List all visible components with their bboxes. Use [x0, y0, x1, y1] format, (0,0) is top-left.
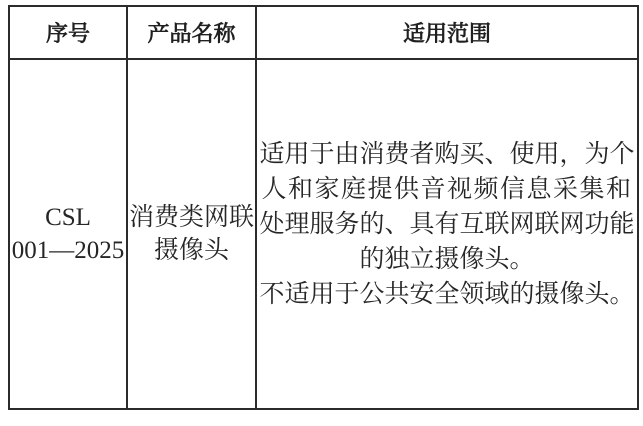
scope-line-4: 的独立摄像头。: [359, 245, 535, 273]
product-catalog-table: [8, 5, 639, 410]
serial-number-line2: 001—2025: [11, 237, 125, 264]
scope-line-5: 不适用于公共安全领域的摄像头。: [259, 280, 635, 308]
table-row: [9, 59, 638, 409]
applicable-scope-text: [257, 137, 637, 312]
cell-product-name: [127, 59, 256, 409]
header-serial-number: 序号: [9, 6, 127, 59]
scope-line-3: 处理服务的、具有互联网联网功能: [259, 210, 635, 238]
header-applicable-scope: 适用范围: [256, 6, 638, 59]
scope-line-2: 人和家庭提供音视频信息采集和: [261, 175, 633, 203]
scope-line-1: 适用于由消费者购买、使用，为个: [259, 140, 635, 168]
product-name-line1: 消费类网联: [128, 204, 254, 231]
serial-number-line1: CSL: [45, 204, 91, 231]
cell-serial-number: [9, 59, 127, 409]
header-row: [9, 6, 638, 59]
product-name-line2: 摄像头: [153, 237, 229, 264]
cell-applicable-scope: [256, 59, 638, 409]
header-product-name: 产品名称: [127, 6, 256, 59]
